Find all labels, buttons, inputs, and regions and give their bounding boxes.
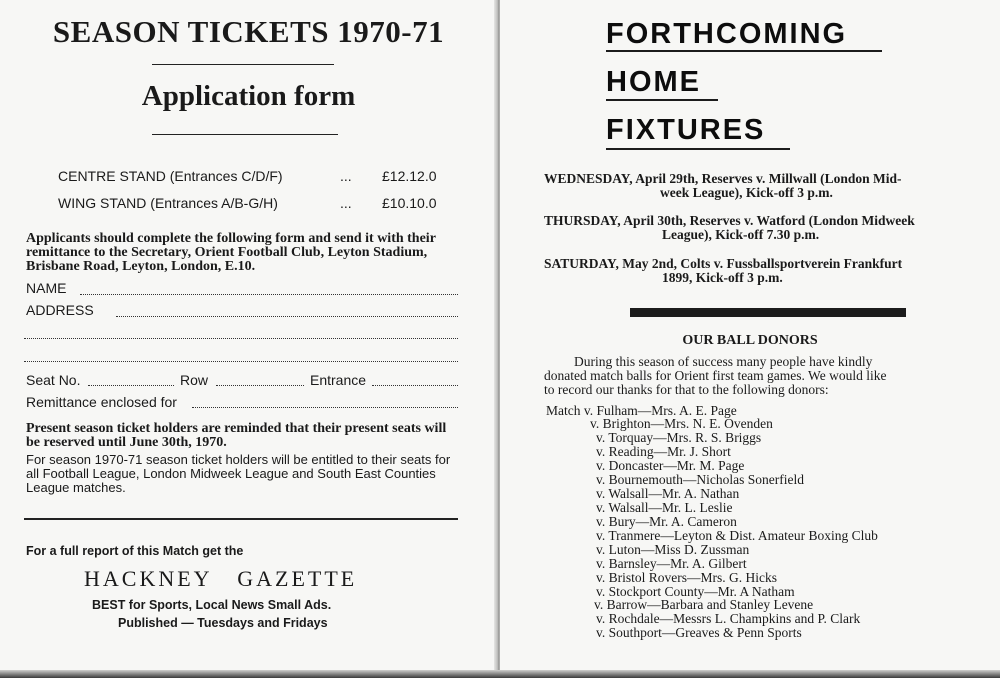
donor-entry: v. Walsall—Mr. A. Nathan bbox=[596, 486, 740, 501]
fixture-line-1: THURSDAY, April 30th, Reserves v. Watford (London Midweek bbox=[544, 213, 915, 228]
fixture-thursday bbox=[544, 214, 980, 242]
donor-entry: v. Bournemouth—Nicholas Sonerfield bbox=[596, 472, 804, 487]
donor-entry: v. Tranmere—Leyton & Dist. Amateur Boxing Club bbox=[596, 528, 878, 543]
price-value: £12.12.0 bbox=[382, 168, 437, 184]
price-row-wing bbox=[58, 195, 458, 211]
fixture-saturday bbox=[544, 257, 980, 285]
instructions-paragraph: Applicants should complete the following form and send it with their remittance to the Secretary, Orient Football Club, Leyton Stadium, Brisbane Road, Leyton, London, E.10. bbox=[26, 231, 436, 274]
heading-home: HOME bbox=[606, 66, 701, 98]
left-page bbox=[0, 0, 497, 678]
heading-underline-2 bbox=[606, 99, 718, 101]
donor-entry: v. Barrow—Barbara and Stanley Levene bbox=[594, 597, 814, 612]
donor-entry: v. Doncaster—Mr. M. Page bbox=[596, 458, 745, 473]
title-divider-bottom bbox=[152, 134, 338, 135]
bottom-edge-shadow bbox=[0, 670, 1000, 678]
address-field-line-2[interactable] bbox=[24, 338, 458, 339]
price-row-centre bbox=[58, 168, 458, 184]
fixture-wednesday bbox=[544, 172, 980, 200]
price-label: CENTRE STAND (Entrances C/D/F) bbox=[58, 168, 283, 184]
remittance-field[interactable] bbox=[192, 407, 458, 408]
donor-entry: v. Stockport County—Mr. A Natham bbox=[596, 584, 795, 599]
name-label: NAME bbox=[26, 280, 67, 296]
fixture-line-1: SATURDAY, May 2nd, Colts v. Fussballsportverein Frankfurt bbox=[544, 256, 903, 271]
entrance-label: Entrance bbox=[310, 372, 367, 388]
row-label: Row bbox=[180, 372, 209, 388]
remittance-label: Remittance enclosed for bbox=[26, 394, 177, 410]
advert-divider bbox=[24, 518, 458, 520]
advert-intro: For a full report of this Match get the bbox=[26, 544, 244, 558]
section-divider-bar bbox=[630, 308, 906, 317]
heading-underline-1 bbox=[606, 50, 882, 52]
donor-entry: v. Rochdale—Messrs L. Champkins and P. Clark bbox=[596, 611, 861, 626]
name-field[interactable] bbox=[80, 294, 458, 295]
address-label: ADDRESS bbox=[26, 302, 94, 318]
donor-entry: v. Bristol Rovers—Mrs. G. Hicks bbox=[596, 570, 777, 585]
donors-intro-line-2: donated match balls for Orient first team games. We would like bbox=[544, 368, 887, 383]
donor-entry: v. Bury—Mr. A. Cameron bbox=[596, 514, 737, 529]
heading-fixtures: FIXTURES bbox=[606, 114, 766, 146]
donor-entry: v. Barnsley—Mr. A. Gilbert bbox=[596, 556, 747, 571]
donor-entry: Match v. Fulham—Mrs. A. E. Page bbox=[546, 403, 737, 418]
application-form-title: Application form bbox=[141, 80, 356, 112]
seat-field[interactable] bbox=[88, 385, 174, 386]
ball-donors-heading: OUR BALL DONORS bbox=[682, 333, 818, 348]
fixture-line-1: WEDNESDAY, April 29th, Reserves v. Millwall (London Mid- bbox=[544, 171, 902, 186]
donor-entry: v. Southport—Greaves & Penn Sports bbox=[596, 625, 802, 640]
price-label: WING STAND (Entrances A/B-G/H) bbox=[58, 195, 278, 211]
reminder-paragraph: Present season ticket holders are reminded that their present seats will be reserved until June 30th, 1970. bbox=[26, 421, 447, 450]
title-divider-top bbox=[152, 64, 334, 65]
seat-label: Seat No. bbox=[26, 372, 81, 388]
address-field-line-1[interactable] bbox=[116, 316, 458, 317]
donor-entry: v. Reading—Mr. J. Short bbox=[596, 444, 731, 459]
season-tickets-title: SEASON TICKETS 1970-71 bbox=[52, 14, 445, 49]
donor-entry: v. Torquay—Mrs. R. S. Briggs bbox=[596, 430, 762, 445]
price-value: £10.10.0 bbox=[382, 195, 437, 211]
donors-intro-line-3: to record our thanks for that to the following donors: bbox=[544, 382, 829, 397]
row-field[interactable] bbox=[216, 385, 304, 386]
heading-forthcoming: FORTHCOMING bbox=[606, 18, 848, 50]
fixture-line-2: 1899, Kick-off 3 p.m. bbox=[662, 270, 783, 285]
fixture-line-2: League), Kick-off 7.30 p.m. bbox=[662, 227, 820, 242]
price-dots: ... bbox=[340, 168, 352, 184]
advert-line-1: BEST for Sports, Local News Small Ads. bbox=[92, 598, 332, 612]
entrance-field[interactable] bbox=[372, 385, 458, 386]
heading-underline-3 bbox=[606, 148, 790, 150]
advert-line-2: Published — Tuesdays and Fridays bbox=[118, 616, 328, 630]
hackney-gazette-title: HACKNEY GAZETTE bbox=[84, 566, 358, 591]
address-field-line-3[interactable] bbox=[24, 361, 458, 362]
donors-intro-line-1: During this season of success many people have kindly bbox=[574, 354, 873, 369]
entitlement-paragraph: For season 1970-71 season ticket holders will be entitled to their seats for all Football League, London Midweek League and South East Counties League matches. bbox=[26, 452, 451, 495]
fixture-line-2: week League), Kick-off 3 p.m. bbox=[660, 185, 833, 200]
donor-entry: v. Walsall—Mr. L. Leslie bbox=[596, 500, 733, 515]
donor-entry: v. Luton—Miss D. Zussman bbox=[596, 542, 750, 557]
donor-entry: v. Brighton—Mrs. N. E. Ovenden bbox=[590, 416, 773, 431]
price-dots: ... bbox=[340, 195, 352, 211]
right-page bbox=[500, 0, 1000, 678]
